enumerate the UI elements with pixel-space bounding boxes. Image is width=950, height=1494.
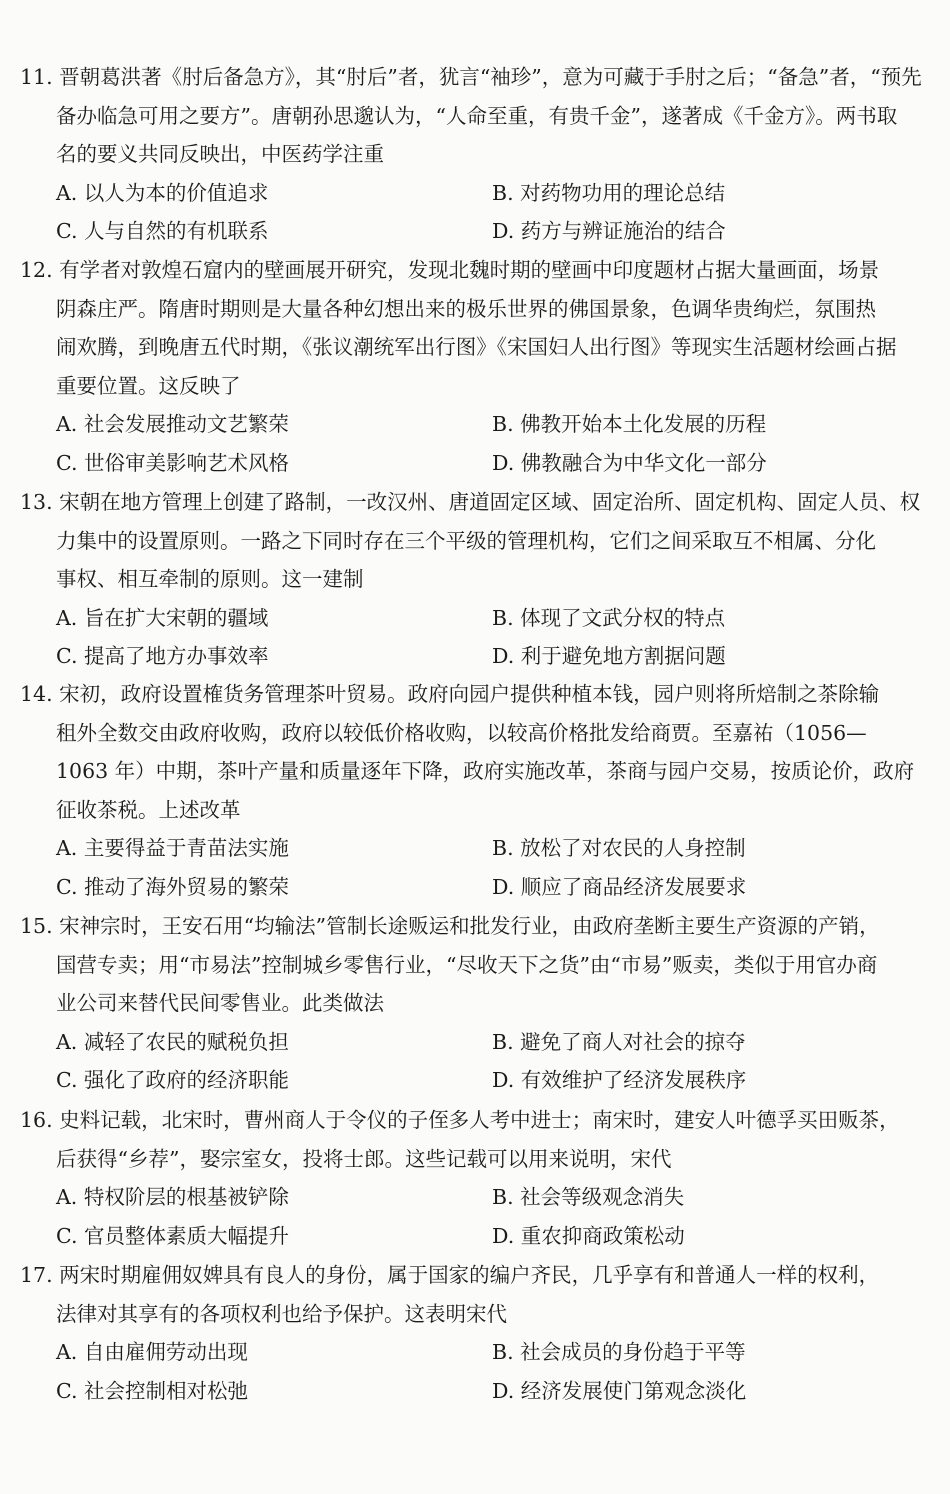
option-d: D. 经济发展使门第观念淡化 (492, 1378, 747, 1403)
question-17 (0, 1256, 950, 1410)
option-b: B. 社会成员的身份趋于平等 (492, 1340, 746, 1364)
stem-line: 业公司来替代民间零售业。此类做法 (56, 991, 384, 1015)
stem-line: 事权、相互牵制的原则。这一建制 (56, 567, 364, 591)
option-row (0, 868, 950, 907)
option-a: A. 以人为本的价值追求 (56, 180, 269, 205)
option-a: A. 旨在扩大宋朝的疆域 (56, 605, 269, 630)
stem-line: 12. 有学者对敦煌石窟内的壁画展开研究，发现北魏时期的壁画中印度题材占据大量画面，场景 (20, 258, 880, 282)
stem-line: 16. 史料记载，北宋时，曹州商人于令仪的子侄多人考中进士；南宋时，建安人叶德孚买田贩茶， (20, 1108, 900, 1132)
option-c: C. 社会控制相对松弛 (56, 1378, 248, 1403)
option-c: C. 强化了政府的经济职能 (56, 1068, 289, 1092)
option-d: D. 重农抑商政策松动 (492, 1223, 685, 1248)
option-c: C. 提高了地方办事效率 (56, 644, 269, 668)
option-d: D. 顺应了商品经济发展要求 (492, 874, 747, 899)
question-stem (0, 907, 950, 1023)
stem-line: 阴森庄严。隋唐时期则是大量各种幻想出来的极乐世界的佛国景象，色调华贵绚烂，氛围热 (56, 296, 876, 321)
option-row (0, 405, 950, 444)
option-a: A. 社会发展推动文艺繁荣 (56, 412, 289, 436)
stem-line: 备办临急可用之要方”。唐朝孙思邈认为，“人命至重，有贵千金”，遂著成《千金方》。两书取 (56, 103, 898, 128)
option-c: C. 推动了海外贸易的繁荣 (56, 874, 289, 899)
question-11 (0, 58, 950, 251)
option-a: A. 减轻了农民的赋税负担 (56, 1029, 289, 1054)
option-c: C. 世俗审美影响艺术风格 (56, 450, 289, 475)
stem-line: 13. 宋朝在地方管理上创建了路制，一改汉州、唐道固定区域、固定治所、固定机构、固定人员、权 (20, 490, 921, 514)
option-b: B. 佛教开始本土化发展的历程 (492, 412, 767, 436)
option-c: C. 官员整体素质大幅提升 (56, 1223, 289, 1248)
question-stem (0, 1101, 950, 1178)
option-a: A. 特权阶层的根基被铲除 (56, 1185, 289, 1209)
stem-line: 14. 宋初，政府设置榷货务管理茶叶贸易。政府向园户提供种植本钱，园户则将所焙制之茶除输 (20, 682, 880, 706)
option-row (0, 1023, 950, 1062)
option-row (0, 212, 950, 251)
stem-line: 11. 晋朝葛洪著《肘后备急方》，其“肘后”者，犹言“袖珍”，意为可藏于手肘之后；“备急”者，“预先 (20, 65, 922, 89)
stem-line: 后获得“乡荐”，娶宗室女，投将士郎。这些记载可以用来说明，宋代 (56, 1146, 672, 1171)
question-12 (0, 251, 950, 482)
option-b: B. 放松了对农民的人身控制 (492, 836, 746, 860)
option-row (0, 1178, 950, 1217)
stem-line: 15. 宋神宗时，王安石用“均输法”管制长途贩运和批发行业，由政府垄断主要生产资源的产销， (20, 914, 880, 938)
option-row (0, 1333, 950, 1372)
question-15 (0, 907, 950, 1100)
option-row (0, 174, 950, 213)
stem-line: 法律对其享有的各项权利也给予保护。这表明宋代 (56, 1301, 507, 1326)
option-b: B. 体现了文武分权的特点 (492, 605, 726, 630)
stem-line: 租外全数交由政府收购，政府以较低价格收购，以较高价格批发给商贾。至嘉祐（1056— (56, 720, 867, 745)
option-c: C. 人与自然的有机联系 (56, 219, 269, 243)
question-stem (0, 58, 950, 174)
stem-line: 闹欢腾，到晚唐五代时期，《张议潮统军出行图》《宋国妇人出行图》等现实生活题材绘画占据 (56, 335, 897, 359)
stem-line: 名的要义共同反映出，中医药学注重 (56, 142, 384, 166)
option-row (0, 599, 950, 638)
question-16 (0, 1101, 950, 1255)
stem-line: 17. 两宋时期雇佣奴婢具有良人的身份，属于国家的编户齐民，几乎享有和普通人一样的权利， (20, 1263, 880, 1287)
option-row (0, 1217, 950, 1256)
stem-line: 力集中的设置原则。一路之下同时存在三个平级的管理机构，它们之间采取互不相属、分化 (56, 528, 876, 553)
option-b: B. 避免了商人对社会的掠夺 (492, 1029, 746, 1054)
option-b: B. 对药物功用的理论总结 (492, 180, 726, 205)
option-row (0, 637, 950, 676)
option-a: A. 自由雇佣劳动出现 (56, 1340, 248, 1364)
question-stem (0, 1256, 950, 1333)
stem-line: 征收茶税。上述改革 (56, 797, 241, 822)
option-row (0, 444, 950, 483)
question-stem (0, 483, 950, 599)
stem-line: 1063 年）中期，茶叶产量和质量逐年下降，政府实施改革，茶商与园户交易，按质论价，政府 (56, 759, 915, 783)
option-d: D. 利于避免地方割据问题 (492, 644, 726, 668)
option-row (0, 1061, 950, 1100)
option-d: D. 佛教融合为中华文化一部分 (492, 450, 767, 475)
question-14 (0, 675, 950, 906)
option-b: B. 社会等级观念消失 (492, 1185, 685, 1209)
stem-line: 国营专卖；用“市易法”控制城乡零售行业，“尽收天下之货”由“市易”贩卖，类似于用官办商 (56, 952, 878, 977)
question-stem (0, 675, 950, 829)
option-row (0, 1372, 950, 1411)
option-a: A. 主要得益于青苗法实施 (56, 836, 289, 860)
question-13 (0, 483, 950, 676)
option-d: D. 药方与辨证施治的结合 (492, 219, 726, 243)
option-d: D. 有效维护了经济发展秩序 (492, 1068, 747, 1092)
option-row (0, 829, 950, 868)
stem-line: 重要位置。这反映了 (56, 373, 241, 398)
question-stem (0, 251, 950, 405)
